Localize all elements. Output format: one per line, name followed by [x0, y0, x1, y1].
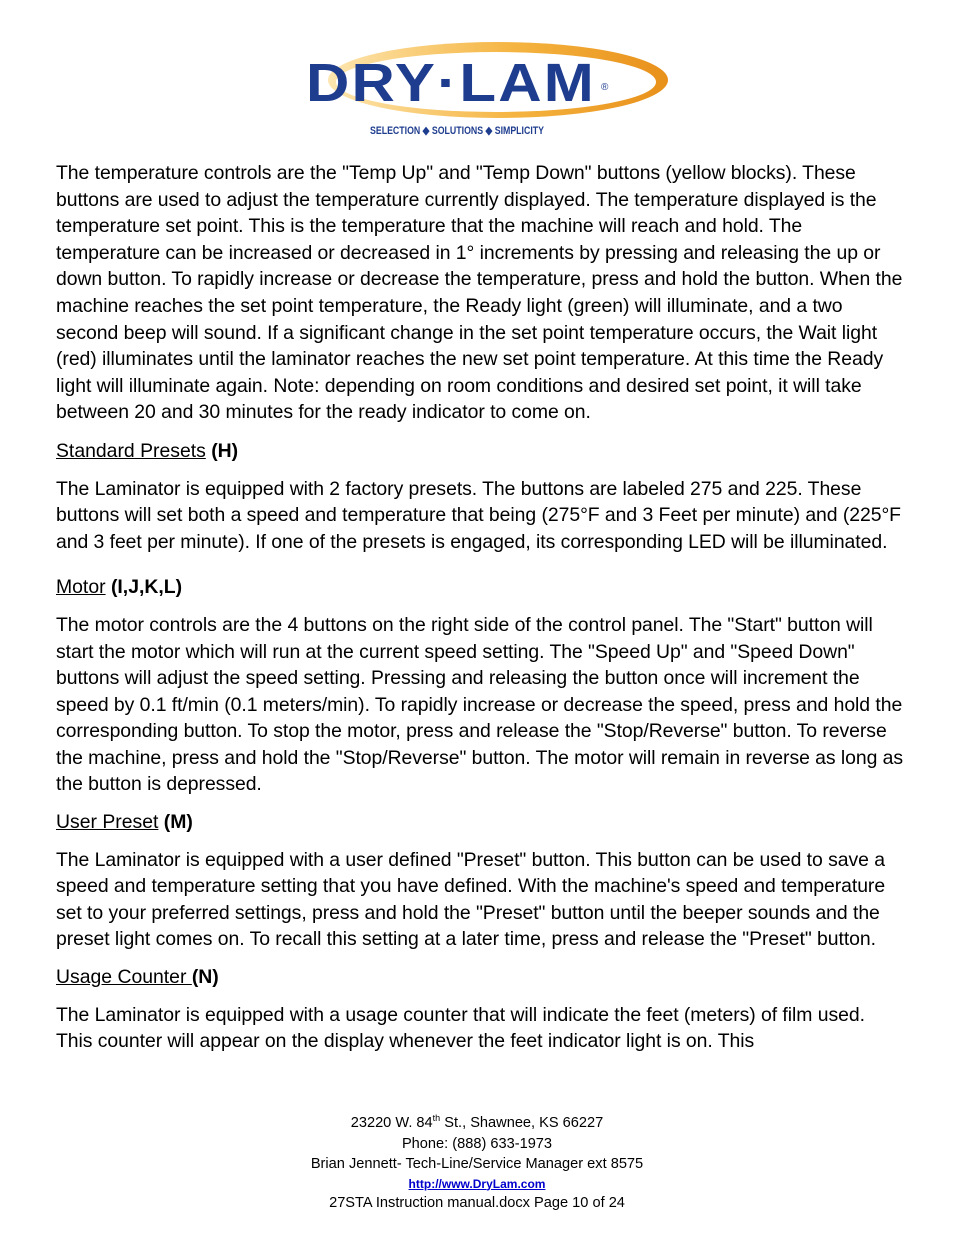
heading-label: User Preset — [56, 811, 159, 834]
footer-address: 23220 W. 84th St., Shawnee, KS 66227 — [350, 1113, 604, 1131]
footer-phone: Phone: (888) 633-1973 — [401, 1135, 553, 1152]
registered-mark: ® — [601, 82, 609, 93]
logo-wordmark: DRY ·LAM — [306, 53, 583, 113]
heading-label: Usage Counter — [56, 966, 192, 989]
heading-tag: (N) — [191, 966, 219, 989]
heading-tag: (I,J,K,L) — [105, 576, 183, 599]
page-footer — [0, 1113, 954, 1213]
heading-label: Motor — [56, 576, 106, 599]
footer-contact: Brian Jennett- Tech-Line/Service Manager ext 8575 — [310, 1156, 644, 1172]
intro-paragraph: The temperature controls are the "Temp Up" and "Temp Down" buttons (yellow blocks). These buttons are used to adjust the temperature currently displayed. The temperature displayed is the temperature set point. This is the temperature that the machine will reach and hold. The temperature can be increased or decreased in 1° increments by pressing and releasing the up or down button. To rapidly increase or decrease the temperature, press and hold the button. When the machine reaches the set point temperature, the Ready light (green) will illuminate, and a two second beep will sound. If a significant change in the set point temperature occurs, the Wait light (red) illuminates until the laminator reaches the new set point temperature. At this time the Ready light will illuminate again. Note: depending on room conditions and desired set point, it will take between 20 and 30 minutes for the ready indicator to come on. — [56, 162, 903, 424]
footer-page-number: 27STA Instruction manual.docx Page 10 of 24 — [329, 1194, 625, 1211]
heading-tag: (M) — [158, 811, 193, 834]
drylam-logo — [300, 38, 670, 138]
standard-presets-heading — [56, 438, 904, 465]
motor-heading — [56, 574, 904, 601]
usage-counter-heading — [56, 964, 904, 991]
usage-counter-paragraph: The Laminator is equipped with a usage counter that will indicate the feet (meters) of film used. This counter will appear on the display whenever the feet indicator light is on. This — [56, 1003, 865, 1053]
motor-paragraph: The motor controls are the 4 buttons on the right side of the control panel. The "Start" button will start the motor which will run at the current speed setting. The "Speed Up" and "Speed Down" buttons will adjust the speed setting. Pressing and releasing the button once will increment the speed by 0.1 ft/min (0.1 meters/min). To rapidly increase or decrease the speed, press and hold the corresponding button. To stop the motor, press and release the "Stop/Reverse" button. To reverse the machine, press and hold the "Stop/Reverse" button. The motor will remain in reverse as long as the button is depressed. — [56, 613, 904, 796]
standard-presets-paragraph: The Laminator is equipped with 2 factory presets. The buttons are labeled 275 and 225. These buttons will set both a speed and temperature that being (275°F and 3 Feet per minute) and (225°F and 3 feet per minute). If one of the presets is engaged, its corresponding LED will be illuminated. — [56, 477, 901, 553]
heading-label: Standard Presets — [56, 439, 206, 462]
user-preset-heading — [56, 809, 904, 836]
user-preset-paragraph: The Laminator is equipped with a user defined "Preset" button. This button can be used to save a speed and temperature setting that you have defined. With the machine's speed and temperature set to your preferred settings, press and hold the "Preset" button until the beeper sounds and the preset light comes on. To recall this setting at a later time, press and release the "Preset" button. — [56, 848, 886, 951]
heading-tag: (H) — [205, 439, 239, 462]
logo-tagline: SELECTION ◆ SOLUTIONS ◆ SIMPLICITY — [370, 125, 545, 137]
document-body — [56, 160, 904, 1055]
footer-website-link[interactable]: http://www.DryLam.com — [408, 1176, 546, 1191]
